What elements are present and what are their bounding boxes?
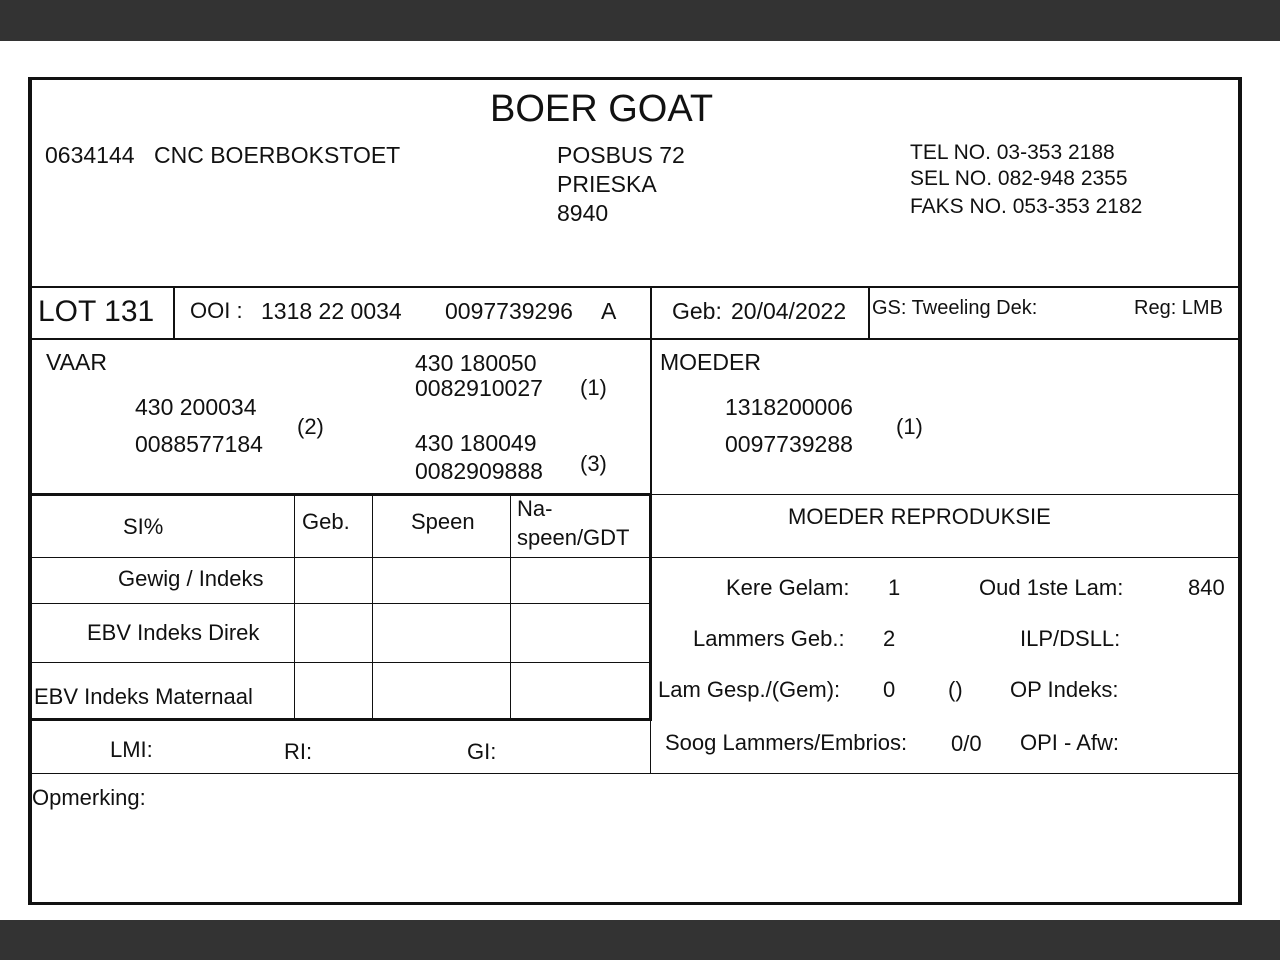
lam-gesp-label: Lam Gesp./(Gem): xyxy=(658,677,841,702)
opmerking-label: Opmerking: xyxy=(32,785,146,810)
card-border-bottom xyxy=(28,902,1242,905)
si-percent-header: SI% xyxy=(123,514,164,539)
oud-1ste-lam-value: 840 xyxy=(1188,575,1225,600)
address-line-3: 8940 xyxy=(557,200,609,226)
vaar-sire-id: 430 180050 xyxy=(415,350,537,376)
si-table-top-line xyxy=(30,493,652,496)
birth-date-label: Geb: xyxy=(672,298,722,324)
gi-label: GI: xyxy=(467,739,497,764)
lot-number: LOT 131 xyxy=(38,295,155,328)
top-dark-bar xyxy=(0,0,1280,41)
moeder-id: 1318200006 xyxy=(725,394,853,420)
naspeen-header-line-2: speen/GDT xyxy=(517,525,630,550)
vaar-id: 430 200034 xyxy=(135,394,257,420)
lam-gesp-average: () xyxy=(948,677,963,702)
ooi-id: 1318 22 0034 xyxy=(261,298,402,324)
ebv-direk-row-label: EBV Indeks Direk xyxy=(87,620,260,645)
breeder-name: CNC BOERBOKSTOET xyxy=(154,142,401,168)
vaar-dam-id: 430 180049 xyxy=(415,430,537,456)
soog-lammers-label: Soog Lammers/Embrios: xyxy=(665,730,908,755)
si-header-bottom-line xyxy=(30,557,1240,558)
lam-gesp-value: 0 xyxy=(883,677,896,702)
si-col-line-3 xyxy=(510,494,511,720)
opi-afw-label: OPI - Afw: xyxy=(1020,730,1120,755)
repro-top-line xyxy=(652,494,1240,495)
vaar-label: VAAR xyxy=(46,349,107,375)
moeder-reg-number: 0097739288 xyxy=(725,431,853,457)
si-table-right-line xyxy=(649,494,652,720)
faks-number: FAKS NO. 053-353 2182 xyxy=(910,195,1143,218)
kere-gelam-label: Kere Gelam: xyxy=(726,575,850,600)
moeder-label: MOEDER xyxy=(660,349,761,375)
si-row-line-2 xyxy=(30,662,652,663)
tel-number: TEL NO. 03-353 2188 xyxy=(910,141,1115,164)
gewig-indeks-row-label: Gewig / Indeks xyxy=(118,566,264,591)
lot-row-top-line xyxy=(30,286,1240,288)
soog-lammers-value: 0/0 xyxy=(951,731,982,756)
lot-row-bottom-line xyxy=(30,338,1240,340)
sel-number: SEL NO. 082-948 2355 xyxy=(910,167,1128,190)
address-line-1: POSBUS 72 xyxy=(557,142,685,168)
op-indeks-label: OP Indeks: xyxy=(1010,677,1119,702)
vaar-reg-number: 0088577184 xyxy=(135,431,263,457)
oud-1ste-lam-label: Oud 1ste Lam: xyxy=(979,575,1124,600)
si-table-bottom-line xyxy=(30,718,652,721)
naspeen-header-line-1: Na- xyxy=(517,496,553,521)
breeder-number: 0634144 xyxy=(45,142,135,168)
ooi-label: OOI : xyxy=(190,298,243,323)
si-col-line-2 xyxy=(372,494,373,720)
ooi-reg-number: 0097739296 xyxy=(445,298,573,324)
card-border-left xyxy=(28,77,32,905)
repro-left-line xyxy=(650,720,651,774)
geb-header: Geb. xyxy=(302,509,350,534)
si-col-line-1 xyxy=(294,494,295,720)
gs-birth-status: GS: Tweeling Dek: xyxy=(872,297,1038,319)
vaar-dam-code: (3) xyxy=(580,451,607,476)
lammers-geb-label: Lammers Geb.: xyxy=(693,626,845,651)
lmi-label: LMI: xyxy=(110,737,153,762)
ri-label: RI: xyxy=(284,739,313,764)
lot-divider-3 xyxy=(868,286,870,338)
bottom-dark-bar xyxy=(0,920,1280,960)
ooi-grade: A xyxy=(601,298,617,324)
lot-divider-1 xyxy=(173,286,175,338)
card-border-right xyxy=(1238,77,1242,905)
ebv-maternaal-row-label: EBV Indeks Maternaal xyxy=(34,684,253,709)
vaar-sire-code: (1) xyxy=(580,375,607,400)
indices-bottom-line xyxy=(30,773,1240,774)
vaar-dam-reg-number: 0082909888 xyxy=(415,458,543,484)
birth-date: 20/04/2022 xyxy=(731,298,847,324)
lot-divider-2 xyxy=(650,286,652,494)
ilp-dsll-label: ILP/DSLL: xyxy=(1020,626,1121,651)
si-row-line-1 xyxy=(30,603,652,604)
card-title: BOER GOAT xyxy=(490,88,714,130)
card-border-top xyxy=(28,77,1242,80)
repro-title: MOEDER REPRODUKSIE xyxy=(788,504,1051,529)
registration-type: Reg: LMB xyxy=(1134,297,1223,319)
vaar-code: (2) xyxy=(297,414,324,439)
speen-header: Speen xyxy=(411,509,475,534)
kere-gelam-value: 1 xyxy=(888,575,901,600)
address-line-2: PRIESKA xyxy=(557,171,657,197)
moeder-code: (1) xyxy=(896,414,923,439)
lammers-geb-value: 2 xyxy=(883,626,896,651)
vaar-sire-reg-number: 0082910027 xyxy=(415,375,543,401)
